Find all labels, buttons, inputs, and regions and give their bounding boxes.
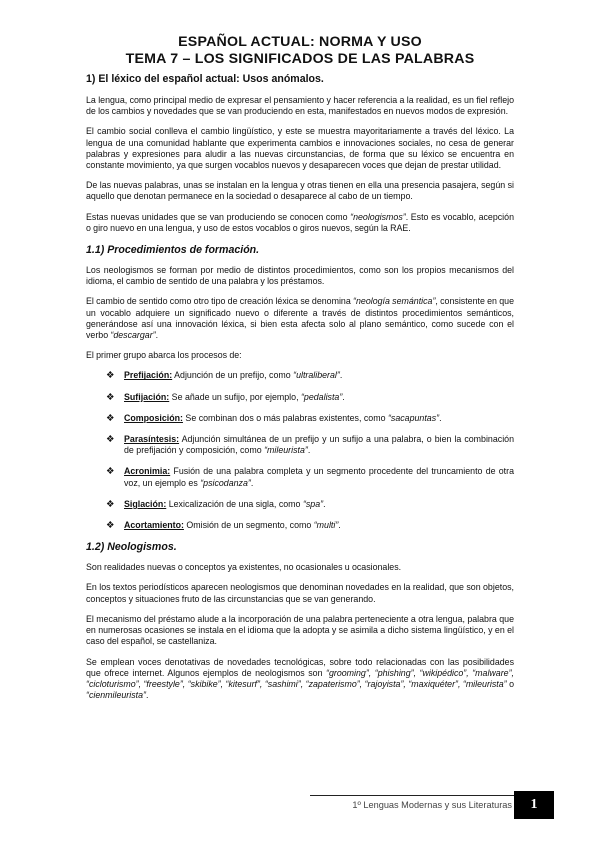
list-item (106, 370, 514, 381)
paragraph (86, 657, 514, 702)
paragraph: Son realidades nuevas o conceptos ya existentes, no ocasionales u ocasionales. (86, 562, 402, 573)
term-neologia-semantica: “neología semántica” (353, 296, 436, 307)
list-item-text: Adjunción simultánea de un prefijo y un sufijo a una palabra, o bien la combinación de prefijación y composición, como (124, 434, 514, 456)
text-run: . (250, 477, 254, 488)
example-cienmileurista: “cienmileurista” (86, 690, 146, 701)
list-item (106, 466, 514, 488)
text-run: Estas nuevas unidades que se van produciendo se conocen como (86, 211, 351, 222)
list-item-text: Omisión de un segmento, como (183, 520, 314, 531)
list-item (106, 434, 514, 456)
list-item-text: Se añade un sufijo, por ejemplo, (169, 391, 301, 402)
list-item (106, 499, 514, 510)
page-number: 1 (514, 791, 554, 819)
diamond-bullet-icon: ❖ (106, 370, 115, 382)
list-item-example: “spa” (302, 498, 324, 509)
diamond-bullet-icon: ❖ (106, 434, 115, 446)
list-item-text: Fusión de una palabra completa y un segmento procedente del truncamiento de otra voz, un ejemplo es (124, 466, 514, 488)
neologism-examples: “grooming”, “phishing”, “wikipédico”, “malware”, “cicloturismo”, “freestyle”, “skibike”, “kitesurf”, “sashimi”, “zapaterismo”, “rajoyista”, “maxiquéter”, “mileurista” (86, 667, 514, 689)
text-run: El cambio de sentido como otro tipo de creación léxica se denomina (86, 296, 354, 307)
list-item (106, 413, 514, 424)
paragraph: De las nuevas palabras, unas se instalan en la lengua y otras tienen en ella una presencia pasajera, según si aquello que denotan permanece en la sociedad o desaparece al cabo de un tiempo. (86, 180, 514, 202)
text-run: . (439, 412, 442, 423)
diamond-bullet-icon: ❖ (106, 466, 115, 478)
paragraph: El cambio social conlleva el cambio lingüístico, y este se muestra mayoritariamente a través del léxico. La lengua de una comunidad hablante que experimenta cambios e innovaciones sociales, no cesa de generar palabras y expresiones para aludir a las nuevas circunstancias, de forma que su léxico se encuentra en constante movimiento, ya que surgen vocablos nuevos y desaparecen voces que dejan de prestar utilidad. (86, 126, 514, 171)
list-item (106, 392, 514, 403)
list-item-example: “mileurista” (264, 445, 308, 456)
text-run: Se emplean voces denotativas de novedades tecnológicas, sobre todo relacionadas con las posibilidades que ofrece internet. Algunos ejemplos de neologismos son (86, 656, 514, 678)
footer-course-label: 1º Lenguas Modernas y sus Literaturas (352, 800, 512, 810)
list-item-text: Se combinan dos o más palabras existentes, como (182, 412, 388, 423)
diamond-bullet-icon: ❖ (106, 412, 115, 424)
list-item (106, 520, 514, 531)
text-run: , consistente en que un vocablo adquiere un significado nuevo o diferente a través de distintos procedimientos semánticos, generándose así una innovación léxica, si bien esta afecta solo al plano semántico, como sucede con el verbo (86, 296, 514, 341)
paragraph: El mecanismo del préstamo alude a la incorporación de una palabra perteneciente a otra lengua, palabra que en numerosas ocasiones se instala en el idioma que la adopta y se asimila a dicho sistema lingüístico, y en el caso del español, se castellaniza. (86, 613, 514, 647)
text-run: . Esto es vocablo, acepción o giro nuevo en una lengua, y uso de estos vocablos o giros nuevos, según la RAE. (86, 211, 514, 233)
text-run: . (342, 391, 345, 402)
paragraph (86, 296, 514, 341)
example-descargar: “descargar” (110, 330, 156, 341)
list-item-term: Sufijación: (124, 391, 170, 402)
list-item-term: Acortamiento: (124, 520, 184, 531)
paragraph: El primer grupo abarca los procesos de: (86, 350, 242, 361)
paragraph: En los textos periodísticos aparecen neologismos que denominan novedades en la realidad, que son objetos, conceptos y situaciones fruto de las circunstancias que se van generando. (86, 582, 514, 604)
document-title: ESPAÑOL ACTUAL: NORMA Y USO (178, 34, 422, 50)
list-item-term: Siglación: (124, 498, 167, 509)
section-1-1-heading: 1.1) Procedimientos de formación. (86, 244, 260, 257)
text-run: . (339, 370, 343, 381)
paragraph: La lengua, como principal medio de expresar el pensamiento y hacer referencia a la realidad, es un fiel reflejo de los cambios y novedades que se van produciendo en esta, manifestados en nuevos modos de expresión. (86, 95, 514, 117)
list-item-example: “sacapuntas” (387, 412, 440, 423)
list-item-example: “psicodanza” (200, 477, 251, 488)
diamond-bullet-icon: ❖ (106, 498, 115, 510)
section-1-heading: 1) El léxico del español actual: Usos anómalos. (86, 73, 324, 85)
list-item-text: Lexicalización de una sigla, como (166, 498, 303, 509)
diamond-bullet-icon: ❖ (106, 391, 115, 403)
list-item-term: Prefijación: (124, 370, 173, 381)
list-item-term: Parasíntesis: (124, 434, 180, 445)
text-run: . (307, 445, 311, 456)
text-run: o (506, 678, 514, 689)
diamond-bullet-icon: ❖ (106, 520, 115, 532)
formation-process-list (86, 370, 514, 531)
term-neologismos: “neologismos” (350, 211, 406, 222)
document-subtitle: TEMA 7 – LOS SIGNIFICADOS DE LAS PALABRAS (125, 51, 475, 67)
list-item-term: Composición: (124, 412, 183, 423)
paragraph (86, 212, 514, 234)
section-1-2-heading: 1.2) Neologismos. (86, 541, 177, 554)
list-item-text: Adjunción de un prefijo, como (172, 370, 294, 381)
text-run: . (338, 520, 341, 531)
text-run: . (155, 330, 159, 341)
list-item-example: “pedalista” (300, 391, 343, 402)
paragraph: Los neologismos se forman por medio de distintos procedimientos, como son los propios mecanismos del idioma, el cambio de sentido de una palabra y los préstamos. (86, 265, 514, 287)
list-item-term: Acronimia: (124, 466, 171, 477)
document-page (86, 34, 514, 710)
text-run: . (145, 690, 149, 701)
list-item-example: “multi” (313, 520, 339, 531)
text-run: . (323, 498, 326, 509)
list-item-example: “ultraliberal” (293, 370, 340, 381)
